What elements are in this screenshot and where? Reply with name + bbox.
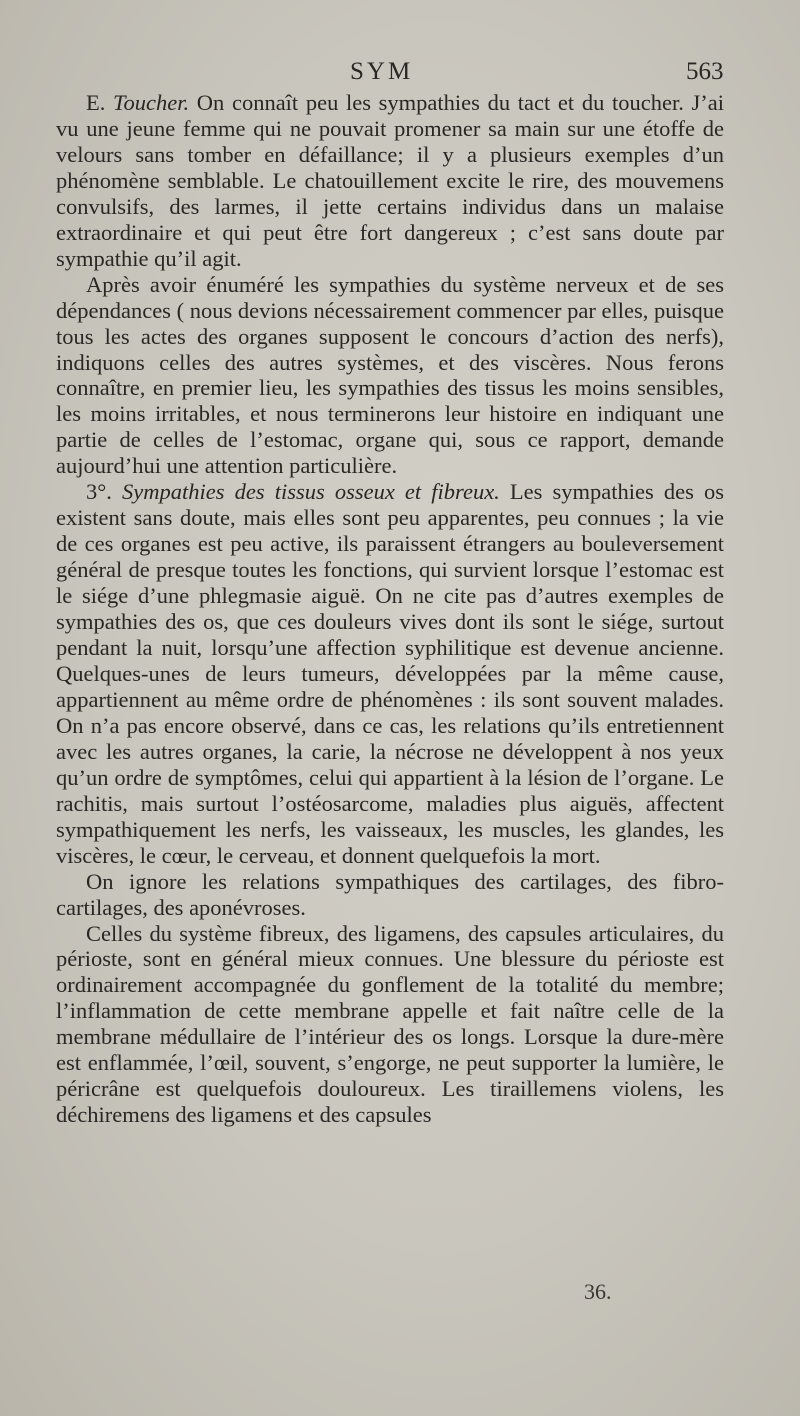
section-number: 3°.	[86, 479, 122, 505]
paragraph-tissus-osseux	[56, 479, 724, 868]
paragraph-toucher	[56, 90, 724, 272]
section-heading-toucher: Toucher.	[113, 90, 190, 115]
paragraph-text: On connaît peu les sympathies du tact et du toucher. J’ai vu une jeune femme qui ne pouvait promener sa main sur une étoffe de velours sans tomber en défaillance; il y a plusieurs exemples d’un phénomène semblable. Le chatouillement excite le rire, des mouvemens convulsifs, des larmes, il jette certains individus dans un malaise extraordinaire et qui peut être fort dangereux ; c’est sans doute par sympathie qu’il agit.	[56, 90, 724, 271]
paragraph-text: Les sympathies des os existent sans doute, mais elles sont peu apparentes, peu connues ; la vie de ces organes est peu active, ils paraissent étrangers au bouleversement général de presque toutes les fonctions, qui survient lorsque l’estomac est le siége d’une phlegmasie aiguë. On ne cite pas d’autres exemples de sympathies des os, que ces douleurs vives dont ils sont le siége, surtout pendant la nuit, lorsqu’une affection syphilitique est devenue ancienne. Quelques-unes de leurs tumeurs, développées par la même cause, appartiennent au même ordre de phénomènes : ils sont souvent malades. On n’a pas encore observé, dans ce cas, les relations qu’ils entretiennent avec les autres organes, la carie, la nécrose ne développent à nos yeux qu’un ordre de symptômes, celui qui appartient à la lésion de l’organe. Le rachitis, mais surtout l’ostéosarcome, maladies plus aiguës, affectent sympathiquement les nerfs, les vaisseaux, les muscles, les glandes, les viscères, le cœur, le cerveau, et donnent quelquefois la mort.	[56, 479, 724, 868]
signature-mark: 36.	[584, 1279, 612, 1304]
paragraph-cartilages	[56, 869, 724, 921]
running-head	[0, 58, 800, 94]
paragraph-systeme-fibreux	[56, 921, 724, 1129]
running-head-title: SYM	[350, 58, 414, 85]
paragraph-text: Celles du système fibreux, des ligamens, des capsules articulaires, du périoste, sont en général mieux connues. Une blessure du périoste est ordinairement accompagnée du gonflement de la totalité du membre; l’inflammation de cette membrane appelle et fait naître celle de la membrane médullaire de l’intérieur des os longs. Lorsque la dure-mère est enflammée, l’œil, souvent, s’engorge, ne peut supporter la lumière, le péricrâne est quelquefois douloureux. Les tiraillemens violens, les déchiremens des ligamens et des capsules	[56, 920, 724, 1128]
paragraph-text: Après avoir énuméré les sympathies du système nerveux et de ses dépendances ( nous devions nécessairement commencer par elles, puisque tous les actes des organes supposent le concours d’action des nerfs), indiquons celles des autres systèmes, et des viscères. Nous ferons connaître, en premier lieu, les sympathies des tissus les moins sensibles, les moins irritables, et nous terminerons leur histoire en indiquant une partie de celles de l’estomac, organe qui, sous ce rapport, demande aujourd’hui une attention particulière.	[56, 271, 724, 479]
page-number: 563	[686, 58, 724, 85]
paragraph-text: On ignore les relations sympathiques des cartilages, des fibro-cartilages, des aponévroses.	[56, 868, 724, 920]
section-heading-tissus-osseux: Sympathies des tissus osseux et fibreux.	[122, 479, 500, 505]
body-text	[56, 90, 724, 1128]
section-letter: E.	[86, 90, 114, 115]
paragraph-transition	[56, 272, 724, 480]
